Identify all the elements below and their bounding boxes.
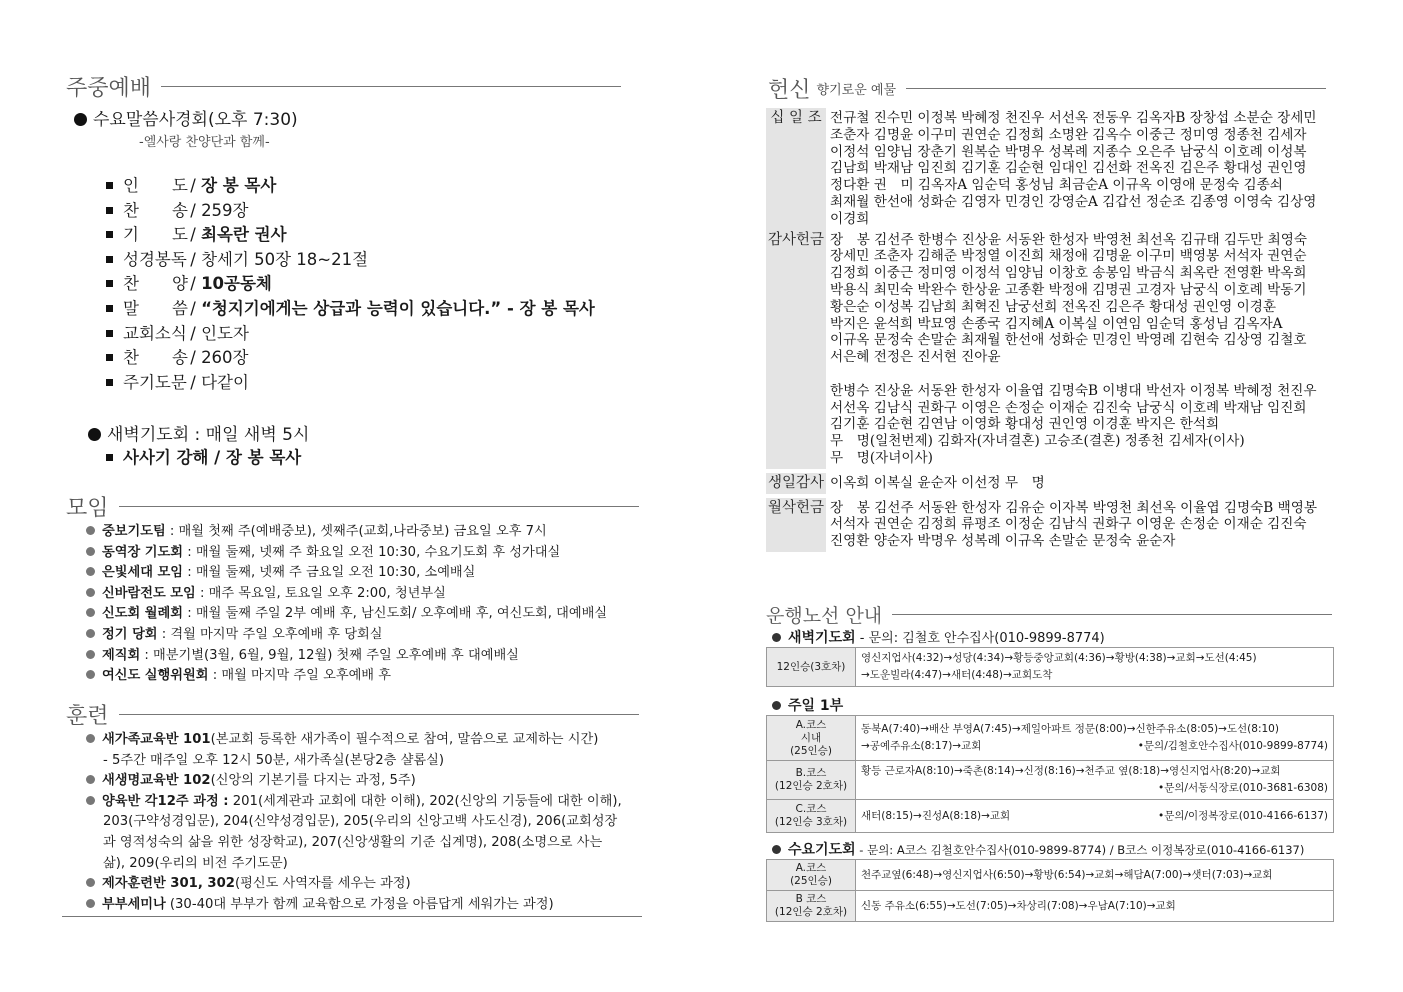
meeting-desc: : 매월 둘째, 넷째 주 금요일 오전 10:30, 소예배실 xyxy=(183,565,476,581)
worship-section-title xyxy=(66,71,621,102)
order-item: 찬 송 / 260장 xyxy=(106,346,595,371)
order-label: 말 씀 xyxy=(123,298,188,318)
meeting-desc: : 매분기별(3월, 6월, 9월, 12월) 첫째 주일 오후예배 후 대예배실 xyxy=(140,647,519,663)
list-item: 삶), 209(우리의 비전 주기도문) xyxy=(103,855,288,871)
list-item: 203(구약성경입문), 204(신약성경입문), 205(우리의 신앙고백 사도신경), 206(교회성장 xyxy=(103,814,618,830)
meeting-desc: : 매주 목요일, 토요일 오후 2:00, 청년부실 xyxy=(195,585,446,601)
meeting-name: 신도회 월례회 xyxy=(102,606,184,622)
order-value: 장 봉 목사 xyxy=(201,176,277,195)
course-cell: 12인승(3호차) xyxy=(767,648,856,687)
name-line: 이옥희 이복실 윤순자 이선정 무 명 xyxy=(830,474,1045,491)
meetings-title: 모임 xyxy=(66,496,109,521)
order-value: 10공동체 xyxy=(201,274,272,294)
table-row xyxy=(767,716,1334,761)
name-line: 전규철 진수민 이정복 박혜정 천진우 서선옥 전동우 김옥자B 장창섭 소분순 장세민 xyxy=(830,110,1317,126)
order-item: 찬 송 / 259장 xyxy=(106,199,595,224)
list-item xyxy=(86,646,607,667)
meeting-desc: : 매월 둘째 주일 2부 예배 후, 남신도회/ 오후예배 후, 여신도회, 대예배실 xyxy=(183,606,608,622)
list-item: 새가족교육반 101(본교회 등록한 새가족이 필수적으로 참여, 말씀으로 교제하는 시간) xyxy=(86,730,622,751)
square-bullet-icon xyxy=(106,231,113,238)
name-line: 박지은 윤석희 박묘영 손종국 김지혜A 이복실 이연임 임순덕 홍성님 김옥자A xyxy=(830,315,1283,332)
list-item: 제자훈련반 301, 302(평신도 사역자를 세우는 과정) xyxy=(86,874,622,895)
meeting-desc: : 매월 둘째, 넷째 주 화요일 오전 10:30, 수요기도회 후 성가대실 xyxy=(183,544,561,560)
order-label: 기 도 xyxy=(123,225,188,245)
route-cell: 신동 주유소(6:55)→도선(7:05)→차상리(7:08)→우남A(7:10)→교회 xyxy=(856,891,1334,922)
name-line: 이경희 xyxy=(830,210,870,227)
training-title: 훈련 xyxy=(66,704,109,729)
bus-wednesday-table xyxy=(766,859,1334,922)
list-item xyxy=(86,604,607,625)
order-value: 259장 xyxy=(201,200,249,220)
course-cell: B.코스 (12인승 2호차) xyxy=(767,761,856,800)
order-item: 인 도 / 장 봉 목사 xyxy=(106,174,595,199)
worship-title: 주중예배 xyxy=(66,76,152,101)
wed-subtitle: -엘사랑 찬양단과 함께- xyxy=(139,135,270,150)
order-label: 찬 송 xyxy=(123,200,188,220)
offering-group-label: 감사헌금 xyxy=(766,230,826,469)
meeting-name: 제직회 xyxy=(102,647,141,663)
bullet-icon xyxy=(772,633,781,642)
table-row xyxy=(767,891,1334,922)
bullet-icon xyxy=(74,113,87,126)
offering-group-label: 생일감사 xyxy=(766,473,826,494)
order-label: 성경봉독 xyxy=(123,249,187,269)
list-item xyxy=(86,563,607,584)
offering-group-label: 월삭헌금 xyxy=(766,498,826,552)
bullet-icon xyxy=(86,650,95,659)
offering-title: 헌신 xyxy=(768,78,811,103)
offering-names xyxy=(830,500,1342,550)
bus-wednesday-heading: 수요기도회 - 문의: A코스 김철호안수집사(010-9899-8774) / B코스 이정복장로(010-4166-6137) xyxy=(772,839,1304,859)
list-item: 새생명교육반 102(신앙의 기본기를 다지는 과정, 5주) xyxy=(86,771,622,792)
bus-dawn-heading: 새벽기도회 - 문의: 김철호 안수집사(010-9899-8774) xyxy=(772,627,1105,647)
name-line: 김기훈 김순현 김연남 이영화 황대성 권인영 이경훈 박지은 한석희 xyxy=(830,416,1220,433)
order-label: 교회소식 xyxy=(123,323,187,343)
bullet-icon xyxy=(86,629,95,638)
list-item: - 5주간 매주일 오후 12시 50분, 새가족실(본당2층 샬롬실) xyxy=(103,752,444,768)
offering-names xyxy=(830,475,1342,492)
order-item: 교회소식 / 인도자 xyxy=(106,322,595,347)
name-line: 정다환 권 미 김옥자A 임순덕 홍성님 최금순A 이규옥 이영애 문정숙 김종쇠 xyxy=(830,177,1283,194)
order-item: 주기도문 / 다같이 xyxy=(106,371,595,396)
name-line: 장 봉 김선주 서동완 한성자 김유순 이자복 박영천 최선옥 이율엽 김명숙B 백영봉 xyxy=(830,499,1318,516)
offering-subtitle: 향기로운 예물 xyxy=(816,83,896,98)
bullet-icon xyxy=(86,796,95,805)
training-list xyxy=(86,730,622,915)
order-label: 인 도 xyxy=(123,176,188,195)
bullet-icon xyxy=(86,526,95,535)
meeting-desc: : 매월 마지막 주일 오후예배 후 xyxy=(208,668,391,684)
meetings-section-title xyxy=(66,491,639,522)
route-cell: 천주교옆(6:48)→영신지업사(6:50)→황방(6:54)→교회→해담A(7:00)→샛터(7:03)→교회 xyxy=(856,860,1334,891)
order-value: “청지기에게는 상급과 능력이 있습니다.” - 장 봉 목사 xyxy=(201,298,595,318)
order-value: 창세기 50장 18~21절 xyxy=(201,249,369,269)
bus-title: 운행노선 안내 xyxy=(766,605,883,627)
bullet-icon xyxy=(86,899,95,908)
list-item xyxy=(86,625,607,646)
bullet-icon xyxy=(86,670,95,679)
square-bullet-icon xyxy=(106,280,113,287)
course-cell: C.코스 (12인승 3호차) xyxy=(767,800,856,833)
bullet-icon xyxy=(86,734,95,743)
course-cell: A.코스 시내 (25인승) xyxy=(767,716,856,761)
list-item xyxy=(86,584,607,605)
bullet-icon xyxy=(772,701,781,710)
order-value: 다같이 xyxy=(201,372,249,392)
square-bullet-icon xyxy=(106,379,113,386)
square-bullet-icon xyxy=(106,354,113,361)
divider xyxy=(119,506,639,507)
bullet-icon xyxy=(86,567,95,576)
offering-names xyxy=(830,110,1342,228)
worship-order-list xyxy=(106,174,595,395)
bullet-icon xyxy=(88,428,101,441)
name-line: 최재월 한선애 성화순 김영자 민경인 강영순A 김갑선 정순조 김종영 이영숙 김상영 xyxy=(830,193,1317,210)
name-line: 김남희 박재남 임진희 김기훈 김순현 임대인 김선화 전옥진 김은주 황대성 권인영 xyxy=(830,160,1307,177)
bullet-icon xyxy=(86,547,95,556)
table-row xyxy=(767,860,1334,891)
divider xyxy=(906,88,1326,89)
bullet-icon xyxy=(86,878,95,887)
meeting-name: 여신도 실행위원회 xyxy=(102,668,209,684)
list-item xyxy=(86,543,607,564)
list-item: 과 영적성숙의 삶을 위한 성장학교), 207(신앙생활의 기준 십계명), 208(소명으로 사는 xyxy=(103,834,603,850)
bus-dawn-table xyxy=(766,647,1334,687)
square-bullet-icon xyxy=(106,454,113,461)
course-cell: B 코스 (12인승 2호차) xyxy=(767,891,856,922)
order-item: 말 씀 / “청지기에게는 상급과 능력이 있습니다.” - 장 봉 목사 xyxy=(106,297,595,322)
offering-group-label: 십 일 조 xyxy=(766,108,826,230)
square-bullet-icon xyxy=(106,330,113,337)
name-line: 김정희 이중근 정미영 이정석 임양님 이창호 송봉임 박금식 최옥란 전영환 박옥희 xyxy=(830,265,1307,282)
divider xyxy=(119,714,639,715)
bullet-icon xyxy=(772,845,781,854)
meeting-name: 동역장 기도회 xyxy=(102,544,184,560)
dawn-heading: 새벽기도회 : 매일 새벽 5시 xyxy=(88,420,309,445)
bus-section-title xyxy=(766,601,1332,628)
name-line: 서선옥 김남식 권화구 이영은 손정순 이재순 김진숙 남궁식 이호례 박재남 임진희 xyxy=(830,399,1307,416)
table-row xyxy=(767,648,1334,687)
course-cell: A.코스 (25인승) xyxy=(767,860,856,891)
bus-sunday-table xyxy=(766,715,1334,833)
name-line: 서석자 권연순 김정희 류평조 이정순 김남식 권화구 이영운 손정순 이재순 김진숙 xyxy=(830,516,1307,533)
meeting-desc: : 매월 첫째 주(예배중보), 셋째주(교회,나라중보) 금요일 오후 7시 xyxy=(165,524,547,539)
meeting-name: 신바람전도 모임 xyxy=(102,585,196,601)
name-line: 한병수 진상윤 서동완 한성자 이율엽 김명숙B 이병대 박선자 이정복 박혜정 천진우 xyxy=(830,382,1317,399)
meeting-name: 중보기도팀 xyxy=(102,524,166,539)
name-line: 장 봉 김선주 한병수 진상윤 서동완 한성자 박영천 최선옥 김규태 김두만 최영숙 xyxy=(830,231,1308,248)
training-section-title xyxy=(66,699,639,730)
name-line: 서은혜 전정은 진서현 진아윤 xyxy=(830,349,1001,366)
order-value: 260장 xyxy=(201,348,249,368)
dawn-sub: 사사기 강해 / 장 봉 목사 xyxy=(106,444,301,468)
list-item xyxy=(86,522,607,543)
order-label: 주기도문 xyxy=(123,372,187,392)
divider xyxy=(892,614,1332,615)
bottom-divider xyxy=(62,916,642,917)
square-bullet-icon xyxy=(106,305,113,312)
table-row xyxy=(767,800,1334,833)
bullet-icon xyxy=(86,608,95,617)
name-line: 황은순 이성복 김남희 최혁진 남궁선희 전옥진 김은주 황대성 권인영 이경훈 xyxy=(830,298,1276,315)
order-value: 최옥란 권사 xyxy=(201,225,287,245)
list-item: 부부세미나 (30-40대 부부가 함께 교육함으로 가정을 아름답게 세워가는 과정) xyxy=(86,895,622,916)
name-line: 이정석 임양님 장춘기 원복순 박명우 성복례 지종수 오은주 남궁식 이호례 이성복 xyxy=(830,143,1307,160)
square-bullet-icon xyxy=(106,182,113,189)
divider xyxy=(161,86,621,87)
meetings-list xyxy=(86,522,607,687)
route-cell: 새터(8:15)→진성A(8:18)→교회 •문의/이정복장로(010-4166-6137) xyxy=(856,800,1334,833)
bus-sunday-heading: 주일 1부 xyxy=(772,695,843,715)
list-item: 양육반 각12주 과정 : 201(세계관과 교회에 대한 이해), 202(신앙의 기둥들에 대한 이해), xyxy=(86,792,622,813)
wed-heading: 수요말씀사경회(오후 7:30) xyxy=(74,105,298,130)
route-cell: 영신지업사(4:32)→성당(4:34)→황등중앙교회(4:36)→황방(4:38)→교회→도선(4:45) →도운빌라(4:47)→새터(4:48)→교회도착 xyxy=(856,648,1334,687)
order-label: 찬 송 xyxy=(123,348,188,368)
order-label: 찬 양 xyxy=(123,274,188,294)
square-bullet-icon xyxy=(106,207,113,214)
bullet-icon xyxy=(86,588,95,597)
name-line: 무 명(자녀이사) xyxy=(830,449,933,466)
meeting-desc: : 격월 마지막 주일 오후예배 후 당회실 xyxy=(157,626,383,642)
name-line: 이규옥 문정숙 손말순 최재월 한선애 성화순 민경인 박영례 김현숙 김상영 김철호 xyxy=(830,332,1307,349)
name-line: 진영환 양순자 박명우 성복례 이규옥 손말순 문정숙 윤순자 xyxy=(830,533,1176,550)
offering-names xyxy=(830,232,1342,467)
order-item: 성경봉독 / 창세기 50장 18~21절 xyxy=(106,248,595,273)
square-bullet-icon xyxy=(106,256,113,263)
list-item xyxy=(86,666,607,687)
meeting-name: 은빛세대 모임 xyxy=(102,565,184,581)
offering-section-title xyxy=(768,73,1326,104)
name-line xyxy=(830,366,1342,383)
table-row xyxy=(767,761,1334,800)
route-cell: 황등 근로자A(8:10)→죽촌(8:14)→신정(8:16)→천주교 옆(8:18)→영신지업사(8:20)→교회 •문의/서동식장로(010-3681-6308) xyxy=(856,761,1334,800)
route-cell: 동북A(7:40)→배산 부영A(7:45)→제일아파트 정문(8:00)→신한주유소(8:05)→도선(8:10) →공예주유소(8:17)→교회 •문의/김철호안수집사(010-9899-8774) xyxy=(856,716,1334,761)
name-line: 무 명(일천번제) 김화자(자녀결혼) 고승조(결혼) 정종천 김세자(이사) xyxy=(830,433,1245,450)
order-item: 기 도 / 최옥란 권사 xyxy=(106,223,595,248)
bullet-icon xyxy=(86,775,95,784)
name-line: 조춘자 김명윤 이구미 권연순 김정희 소명완 김옥수 이중근 정미영 정종천 김세자 xyxy=(830,126,1307,143)
name-line: 장세민 조춘자 김해준 박정열 이진희 채정애 김명윤 이구미 백영봉 서석자 권연순 xyxy=(830,248,1307,265)
order-value: 인도자 xyxy=(201,323,249,343)
name-line: 박용식 최민숙 박완수 한상윤 고종환 박정애 김명권 고경자 남궁식 이호례 박동기 xyxy=(830,281,1307,298)
order-item: 찬 양 / 10공동체 xyxy=(106,272,595,297)
meeting-name: 정기 당회 xyxy=(102,626,158,642)
